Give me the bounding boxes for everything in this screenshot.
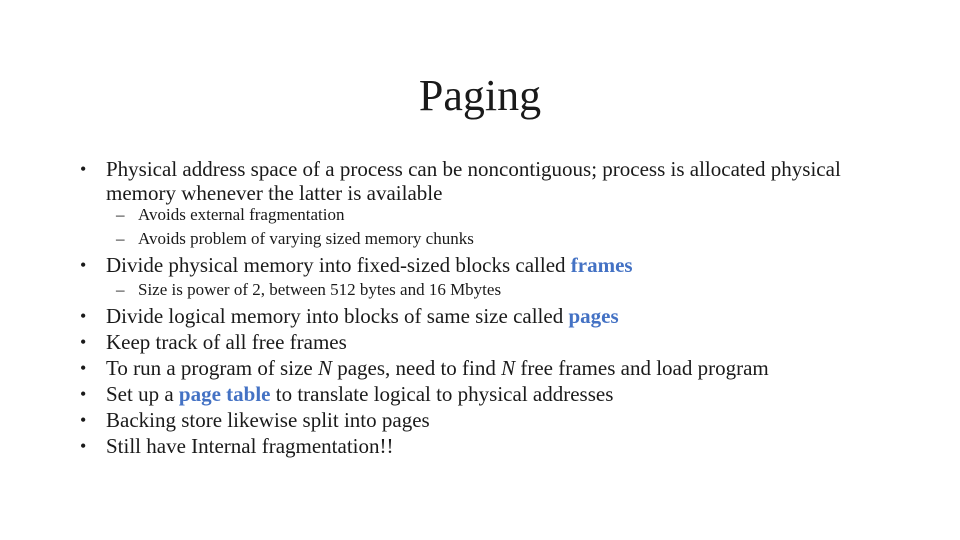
bullet-text-plain: Set up a bbox=[106, 382, 179, 406]
bullet-glyph: • bbox=[80, 332, 87, 352]
bullet-text: Keep track of all free frames bbox=[106, 330, 347, 354]
bullet-text: Still have Internal fragmentation!! bbox=[106, 434, 394, 458]
bullet-text-line: memory whenever the latter is available bbox=[106, 181, 443, 205]
bullet-text-plain: Divide logical memory into blocks of same size called bbox=[106, 304, 569, 328]
bullet-text-plain: pages, need to find bbox=[331, 356, 502, 380]
bullet-text-plain: free frames and load program bbox=[515, 356, 769, 380]
highlight-term-frames: frames bbox=[570, 253, 633, 277]
bullet-text-plain: to translate logical to physical addresses bbox=[270, 382, 614, 406]
bullet-glyph: • bbox=[80, 436, 87, 456]
bullet-text-plain: Divide physical memory into fixed-sized blocks called bbox=[106, 253, 571, 277]
highlight-term-page-table: page table bbox=[178, 382, 271, 406]
bullet-text bbox=[106, 304, 896, 328]
italic-variable: N bbox=[501, 356, 516, 380]
bullet-text-plain: To run a program of size bbox=[106, 356, 318, 380]
dash-glyph: – bbox=[116, 229, 125, 248]
dash-glyph: – bbox=[116, 280, 125, 299]
sub-bullet-text: Size is power of 2, between 512 bytes and 16 Mbytes bbox=[138, 280, 502, 299]
bullet-text: Backing store likewise split into pages bbox=[106, 408, 430, 432]
italic-variable: N bbox=[317, 356, 332, 380]
sub-bullet-text: Avoids external fragmentation bbox=[138, 205, 345, 224]
highlight-term-pages: pages bbox=[568, 304, 619, 328]
bullet-glyph: • bbox=[80, 159, 87, 179]
bullet-text bbox=[106, 253, 896, 277]
sub-bullet-text: Avoids problem of varying sized memory chunks bbox=[138, 229, 474, 248]
slide-title: Paging bbox=[418, 71, 542, 120]
bullet-glyph: • bbox=[80, 384, 87, 404]
bullet-glyph: • bbox=[80, 410, 87, 430]
bullet-text bbox=[106, 382, 896, 406]
bullet-glyph: • bbox=[80, 358, 87, 378]
bullet-glyph: • bbox=[80, 306, 87, 326]
bullet-text bbox=[106, 356, 896, 380]
bullet-glyph: • bbox=[80, 255, 87, 275]
bullet-text bbox=[106, 157, 896, 205]
dash-glyph: – bbox=[116, 205, 125, 224]
bullet-text-line: Physical address space of a process can be noncontiguous; process is allocated physical bbox=[106, 157, 841, 181]
